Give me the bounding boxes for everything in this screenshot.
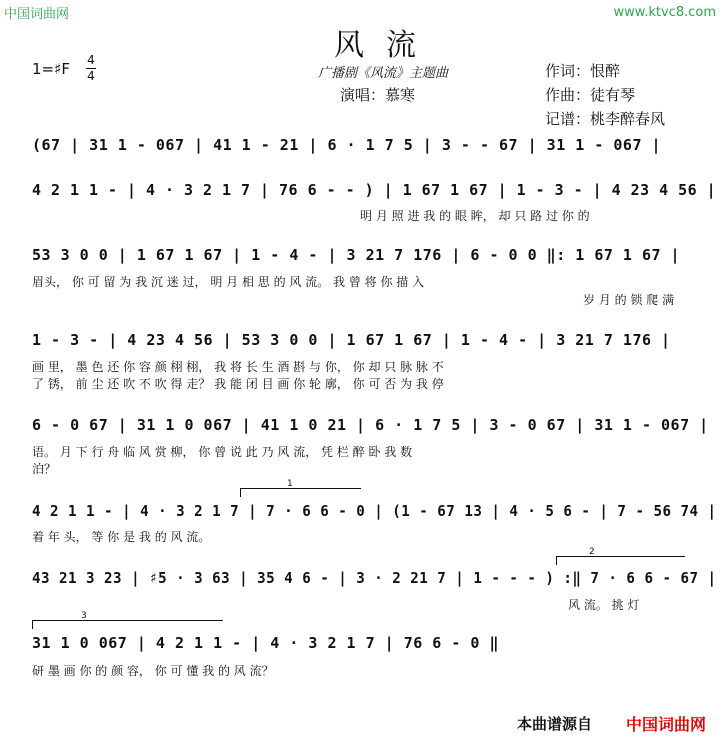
- lyric-row-3a: 眉头， 你 可 留 为 我 沉 迷 过， 明 月 相 思 的 风 流。 我 曾 将 你 描 入: [32, 275, 425, 289]
- watermark-left: 中国词曲网: [4, 7, 70, 22]
- composer-credit: 作曲：徒有琴: [545, 86, 636, 104]
- footer-source: 本曲谱源自: [517, 715, 593, 733]
- time-signature: [86, 54, 96, 83]
- volta-number-2: 2: [589, 547, 595, 557]
- key-signature: 1=♯F: [32, 60, 70, 78]
- score-row-3: 53 3 0 0 | 1 67 1 67 | 1 - 4 - | 3 21 7 176 | 6 - 0 0 ‖: 1 67 1 67 |: [32, 246, 681, 264]
- song-title: 风流: [334, 28, 438, 63]
- score-row-2: 4 2 1 1 - | 4 · 3 2 1 7 | 76 6 - - ) | 1 67 1 67 | 1 - 3 - | 4 23 4 56 |: [32, 181, 717, 199]
- meter-bottom: 4: [87, 69, 95, 83]
- meter-top: 4: [87, 53, 95, 67]
- singer: 演唱：慕寒: [340, 86, 416, 104]
- lyric-row-8: 研 墨 画 你 的 颜 容， 你 可 懂 我 的 风 流？: [32, 664, 274, 678]
- lyric-row-6: 着 年 头， 等 你 是 我 的 风 流。: [32, 530, 211, 544]
- watermark-right: www.ktvc8.com: [613, 5, 716, 20]
- lyric-row-7: 风 流。 挑 灯: [568, 598, 640, 612]
- lyric-row-4b: 了 锈， 前 尘 还 吹 不 吹 得 走？ 我 能 闭 目 画 你 轮 廓， 你 可 否 为 我 停: [32, 377, 444, 391]
- score-row-6: 4 2 1 1 - | 4 · 3 2 1 7 | 7 · 6 6 - 0 | (1 - 67 13 | 4 · 5 6 - | 7 - 56 74 |: [32, 502, 717, 520]
- score-row-4: 1 - 3 - | 4 23 4 56 | 53 3 0 0 | 1 67 1 67 | 1 - 4 - | 3 21 7 176 |: [32, 331, 671, 349]
- score-row-8: 31 1 0 067 | 4 2 1 1 - | 4 · 3 2 1 7 | 76 6 - 0 ‖: [32, 634, 500, 652]
- lyricist-credit: 作词：恨醉: [545, 62, 621, 80]
- volta-number-1: 1: [287, 479, 293, 489]
- lyric-row-4a: 画 里， 墨 色 还 你 容 颜 栩 栩， 我 将 长 生 酒 斟 与 你， 你 却 只 脉 脉 不: [32, 360, 444, 374]
- score-row-1: (67 | 31 1 - 067 | 41 1 - 21 | 6 · 1 7 5 | 3 - - 67 | 31 1 - 067 |: [32, 136, 662, 154]
- lyric-row-5b: 泊？: [32, 462, 57, 476]
- score-row-7: 43 21 3 23 | ♯5 · 3 63 | 35 4 6 - | 3 · 2 21 7 | 1 - - - ) :‖ 7 · 6 6 - 67 |: [32, 569, 717, 587]
- volta-bracket-1: [240, 479, 361, 497]
- footer-site-logo: 中国词曲网: [626, 715, 707, 734]
- volta-bracket-2: [556, 547, 685, 565]
- transcriber-credit: 记谱：桃李醉春风: [545, 110, 666, 128]
- lyric-row-3b: 岁 月 的 锁 爬 满: [583, 293, 675, 307]
- volta-bracket-3: [32, 611, 223, 629]
- lyric-row-2: 明 月 照 进 我 的 眼 眸， 却 只 路 过 你 的: [360, 209, 590, 223]
- score-row-5: 6 - 0 67 | 31 1 0 067 | 41 1 0 21 | 6 · 1 7 5 | 3 - 0 67 | 31 1 - 067 |: [32, 416, 709, 434]
- subtitle: 广播剧《风流》主题曲: [318, 66, 449, 81]
- lyric-row-5a: 语。 月 下 行 舟 临 风 赏 柳， 你 曾 说 此 乃 风 流， 凭 栏 醉 卧 我 数: [32, 445, 413, 459]
- volta-number-3: 3: [81, 611, 87, 621]
